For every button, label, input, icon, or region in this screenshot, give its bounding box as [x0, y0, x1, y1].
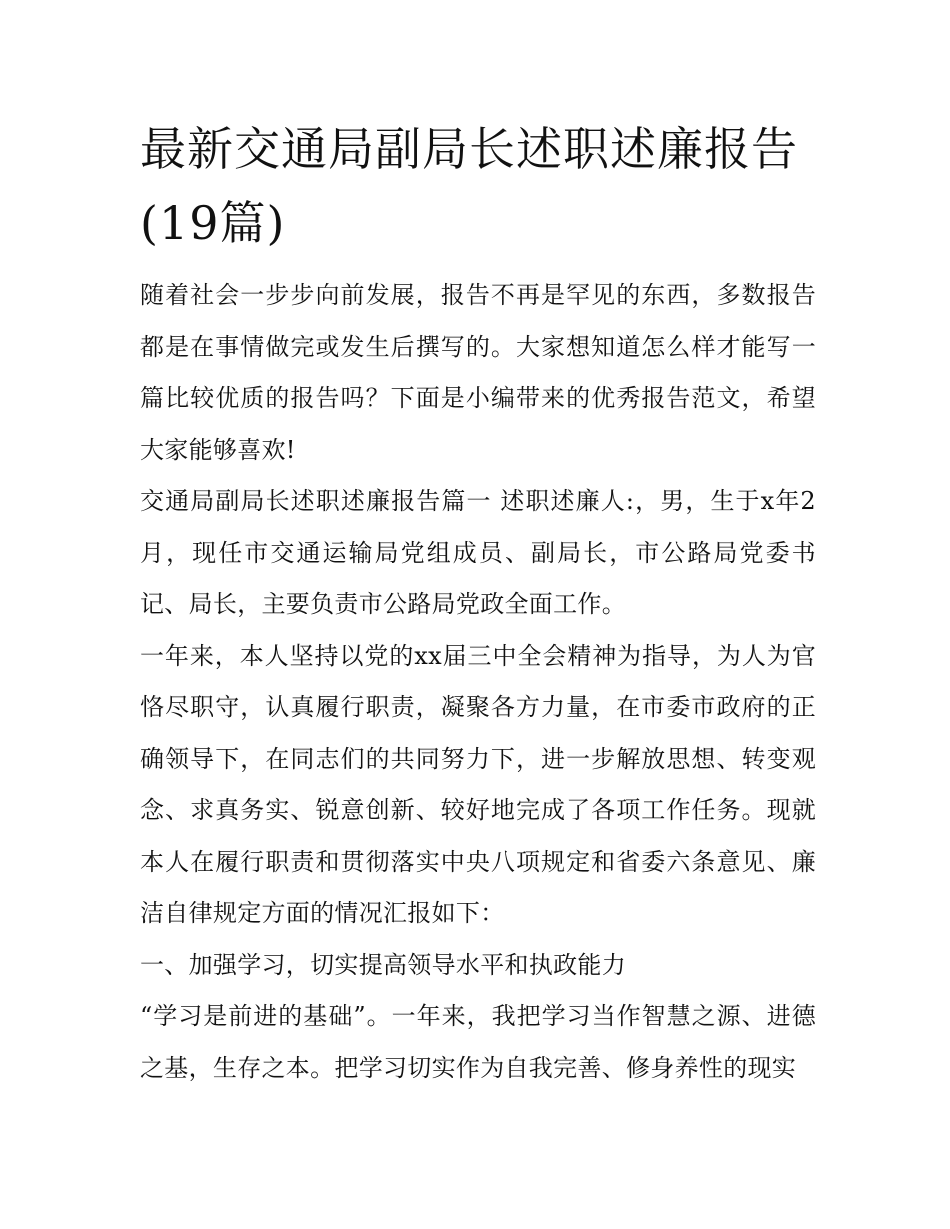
document-body	[140, 270, 816, 1094]
paragraph-intro: 随着社会一步步向前发展，报告不再是罕见的东西，多数报告都是在事情做完或发生后撰写的。大家想知道怎么样才能写一篇比较优质的报告吗？下面是小编带来的优秀报告范文，希望大家能够喜欢!	[140, 281, 816, 464]
paragraph-profile: 交通局副局长述职述廉报告篇一 述职述廉人:，男，生于x年2月，现任市交通运输局党组成员、副局长，市公路局党委书记、局长，主要负责市公路局党政全面工作。	[140, 487, 816, 618]
paragraph-study: “学习是前进的基础”。一年来，我把学习当作智慧之源、进德之基，生存之本。把学习切实作为自我完善、修身养性的现实	[140, 1002, 816, 1082]
document-page	[140, 112, 816, 1094]
paragraph-summary: 一年来，本人坚持以党的xx届三中全会精神为指导，为人为官恪尽职守，认真履行职责，凝聚各方力量，在市委市政府的正确领导下，在同志们的共同努力下，进一步解放思想、转变观念、求真务实、锐意创新、较好地完成了各项工作任务。现就本人在履行职责和贯彻落实中央八项规定和省委六条意见、廉洁自律规定方面的情况汇报如下：	[140, 641, 816, 927]
document-title: 最新交通局副局长述职述廉报告(19篇)	[140, 122, 798, 250]
section-heading: 一、加强学习，切实提高领导水平和执政能力	[140, 950, 626, 979]
